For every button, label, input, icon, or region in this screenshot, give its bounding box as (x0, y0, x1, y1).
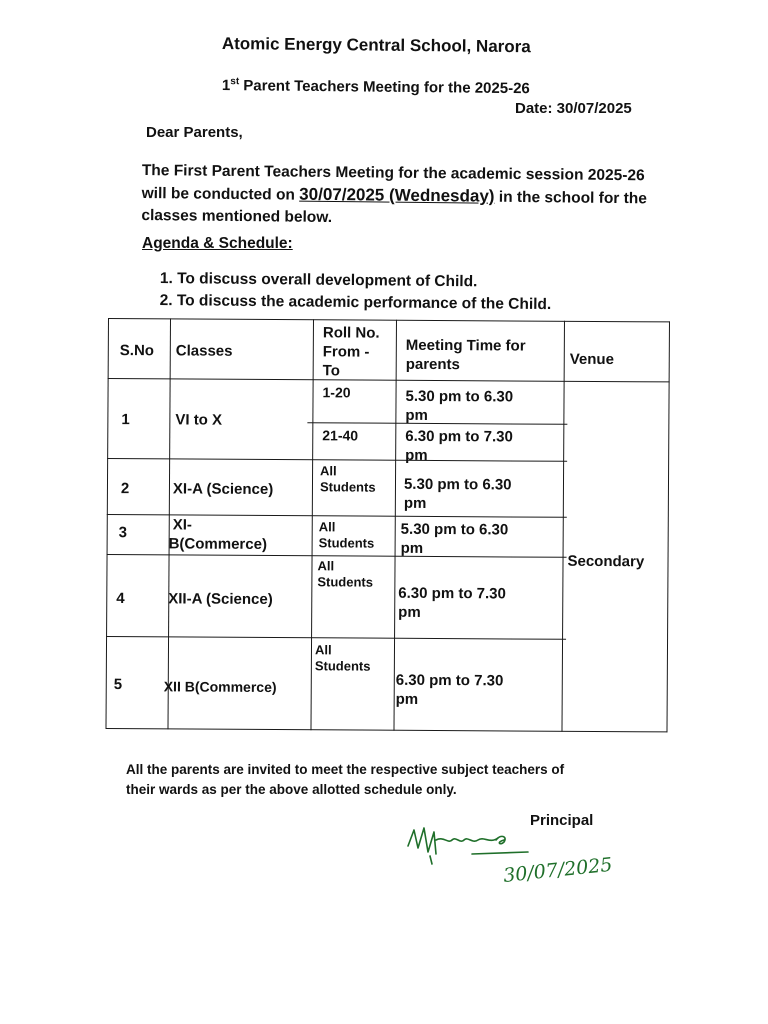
header-roll (323, 323, 380, 380)
row4-sno: 4 (116, 590, 125, 608)
intro-paragraph (141, 160, 662, 232)
time-line: pm (400, 539, 424, 557)
agenda-list (160, 268, 552, 316)
classes-line: B(Commerce) (168, 535, 268, 553)
table-border-right (666, 321, 670, 732)
time-line: 6.30 pm to 7.30 (405, 427, 513, 446)
meeting-number: 1 (221, 76, 231, 95)
row4-roll (317, 558, 373, 590)
salutation: Dear Parents, (146, 124, 243, 141)
row2-sno: 2 (120, 480, 130, 498)
row3-classes (169, 515, 268, 554)
row2-classes: XI-A (Science) (172, 480, 274, 499)
para-end: in the school for the classes mentioned below. (141, 188, 648, 226)
row3-time (401, 520, 509, 559)
meeting-date-highlight: 30/07/2025 (Wednesday) (299, 184, 495, 206)
time-line: pm (405, 446, 428, 464)
header-sno: S.No (119, 342, 155, 360)
footer-line: their wards as per the above allotted schedule only. (126, 782, 457, 797)
row1-roll-a: 1-20 (322, 384, 351, 401)
time-line: 5.30 pm to 6.30 (400, 520, 509, 539)
roll-line: Students (318, 535, 375, 551)
header-roll-line: From - (322, 343, 370, 361)
row5-time (396, 671, 504, 710)
time-line: 5.30 pm to 6.30 (403, 475, 512, 494)
para-start: The First Parent Teachers Meeting for the academic session 2025-26 will be conducted on (141, 161, 645, 204)
roll-line: All (318, 519, 336, 535)
row5-roll (315, 642, 371, 674)
time-line: pm (395, 690, 419, 708)
header-time-line: Meeting Time for (405, 336, 526, 355)
header-venue: Venue (569, 350, 614, 369)
row4-classes: XII-A (Science) (168, 590, 273, 609)
row5-sno: 5 (113, 676, 123, 694)
header-meeting-time (406, 336, 526, 375)
time-line: 5.30 pm to 6.30 (405, 387, 514, 406)
row1-time-a (405, 387, 513, 426)
school-name: Atomic Energy Central School, Narora (221, 34, 531, 57)
table-border-top (108, 318, 670, 323)
header-roll-line: To (322, 362, 340, 380)
agenda-item: 1. To discuss overall development of Child. (159, 269, 478, 291)
notice-date: Date: 30/07/2025 (515, 100, 632, 117)
row1-roll-b: 21-40 (322, 427, 359, 444)
row1-time-b (405, 427, 513, 466)
roll-line: Students (317, 574, 374, 590)
signature-date: 30/07/2025 (502, 853, 614, 887)
header-time-line: parents (405, 355, 460, 374)
time-line: pm (398, 603, 421, 621)
signatory-title: Principal (530, 812, 594, 829)
roll-line: Students (314, 658, 371, 674)
time-line: 6.30 pm to 7.30 (395, 671, 504, 690)
footer-note (126, 760, 564, 800)
agenda-item: 2. To discuss the academic performance of the Child. (159, 291, 552, 314)
classes-line: XI- (172, 516, 192, 534)
row2-roll (320, 463, 376, 495)
time-line: pm (403, 494, 427, 512)
table-border-left (105, 318, 109, 729)
row4-time (398, 584, 506, 623)
header-divider (108, 378, 670, 383)
row3-sno: 3 (118, 524, 128, 542)
row4-divider (106, 636, 566, 640)
row1-classes: VI to X (175, 411, 223, 429)
time-line: 6.30 pm to 7.30 (398, 584, 506, 603)
header-classes: Classes (175, 342, 233, 360)
roll-line: Students (319, 479, 376, 495)
col-divider-venue (561, 321, 565, 732)
venue-value: Secondary (567, 552, 645, 571)
col-divider-time (393, 320, 397, 731)
header-roll-line: Roll No. (322, 324, 380, 342)
meeting-number-suffix: st (230, 76, 240, 88)
table-border-bottom (105, 728, 667, 733)
time-line: pm (405, 406, 428, 424)
agenda-heading: Agenda & Schedule: (142, 235, 293, 252)
footer-line: All the parents are invited to meet the respective subject teachers of (126, 762, 565, 777)
principal-signature (400, 818, 660, 898)
row5-classes: XII B(Commerce) (163, 678, 277, 696)
roll-line: All (317, 558, 335, 574)
row3-roll (319, 519, 375, 551)
meeting-title-text: Parent Teachers Meeting for the 2025-26 (239, 77, 530, 98)
roll-line: All (314, 642, 332, 658)
meeting-title (222, 76, 530, 97)
row1-sno: 1 (121, 411, 130, 429)
schedule-table (105, 318, 670, 733)
row2-time (404, 475, 512, 514)
col-divider-roll (310, 319, 314, 730)
roll-line: All (320, 463, 337, 479)
